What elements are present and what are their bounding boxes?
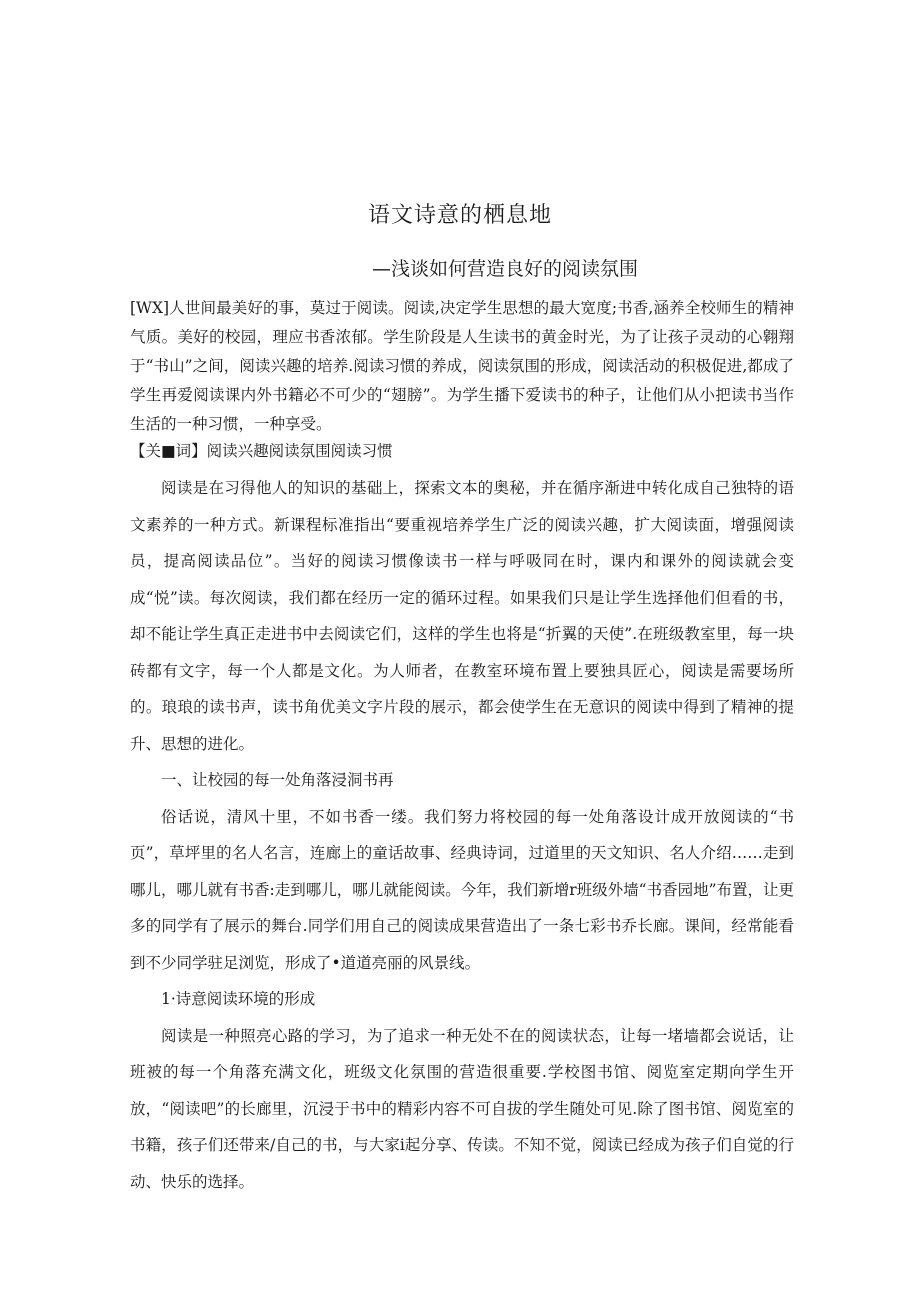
subsection-heading-1: 1·诗意阅读环境的形成 — [161, 990, 316, 1008]
document-title: 语文诗意的栖息地 — [367, 203, 552, 228]
body-paragraph-3: 阅读是一种照亮心路的学习，为了追求一种无处不在的阅读状态，让每一堵墙都会说话，让班被的每一个角落充满文化，班级文化氛围的营造很重要.学校图书馆、阅览室定期向学生开放，“阅读吧”的长廊里，沉浸于书中的精彩内容不可自拔的学生随处可见.除了图书馆、阅览室的书籍，孩子们还带来/自己的书，与大家i起分享、传读。不知不觉，阅读已经成为孩子们自觉的行动、快乐的选择。 — [130, 1026, 794, 1191]
body-text — [130, 470, 794, 1200]
body-paragraph-2: 俗话说，清风十里，不如书香一缕。我们努力将校园的每一处角落设计成开放阅读的“书页”，草坪里的名人名言，连廊上的童话故事、经典诗词，过道里的天文知识、名人介绍……走到哪儿，哪儿就有书香:走到哪儿，哪儿就能阅读。今年，我们新增r班级外墙“书香园地”布置，让更多的同学有了展示的舞台.同学们用自己的阅读成果营造出了一条七彩书乔长廊。课间，经常能看到不少同学驻足浏览，形成了•道道亮丽的风景线。 — [130, 807, 794, 972]
abstract-paragraph: [WX]人世间最美好的事，莫过于阅读。阅读,决定学生思想的最大宽度;书香,涵养全校师生的精神气质。美好的校园，理应书香浓郁。学生阶段是人生读书的黄金时光，为了让孩子灵动的心翱翔于“书山”之间，阅读兴趣的培养.阅读习惯的养成，阅读氛围的形成，阅读活动的积极促进,都成了学生再爱阅读课内外书籍必不可少的“翅膀”。为学生播下爱读书的种子，让他们从小把读书当作生活的一种习惯，一种享受。 — [130, 299, 794, 433]
section-heading-1: 一、让校园的每一处角落浸洞书再 — [161, 771, 394, 789]
keywords-line: 【关■词】阅读兴趣阅读氛围阅读习惯 — [130, 442, 393, 460]
document-subtitle: —浅谈如何营造良好的阅读氛围 — [371, 258, 638, 280]
body-paragraph-1: 阅读是在习得他人的知识的基础上，探索文本的奥秘，并在循序渐进中转化成自己独特的语文素养的一种方式。新课程标准指出“要重视培养学生广泛的阅读兴趣，扩大阅读面，增强阅读员，提高阅读品位”。当好的阅读习惯像读书一样与呼吸同在时，课内和课外的阅读就会变成“悦”读。每次阅读，我们都在经历一定的循环过程。如果我们只是让学生选择他们但看的书，却不能让学生真正走进书中去阅读它们，这样的学生也将是“折翼的天使”.在班级教室里，每一块砖都有文字，每一个人都是文化。为人师者，在教室环境布置上要独具匠心，阅读是需要场所的。琅琅的读书声，读书角优美文字片段的展示，都会使学生在无意识的阅读中得到了精神的提升、思想的进化。 — [130, 479, 794, 753]
